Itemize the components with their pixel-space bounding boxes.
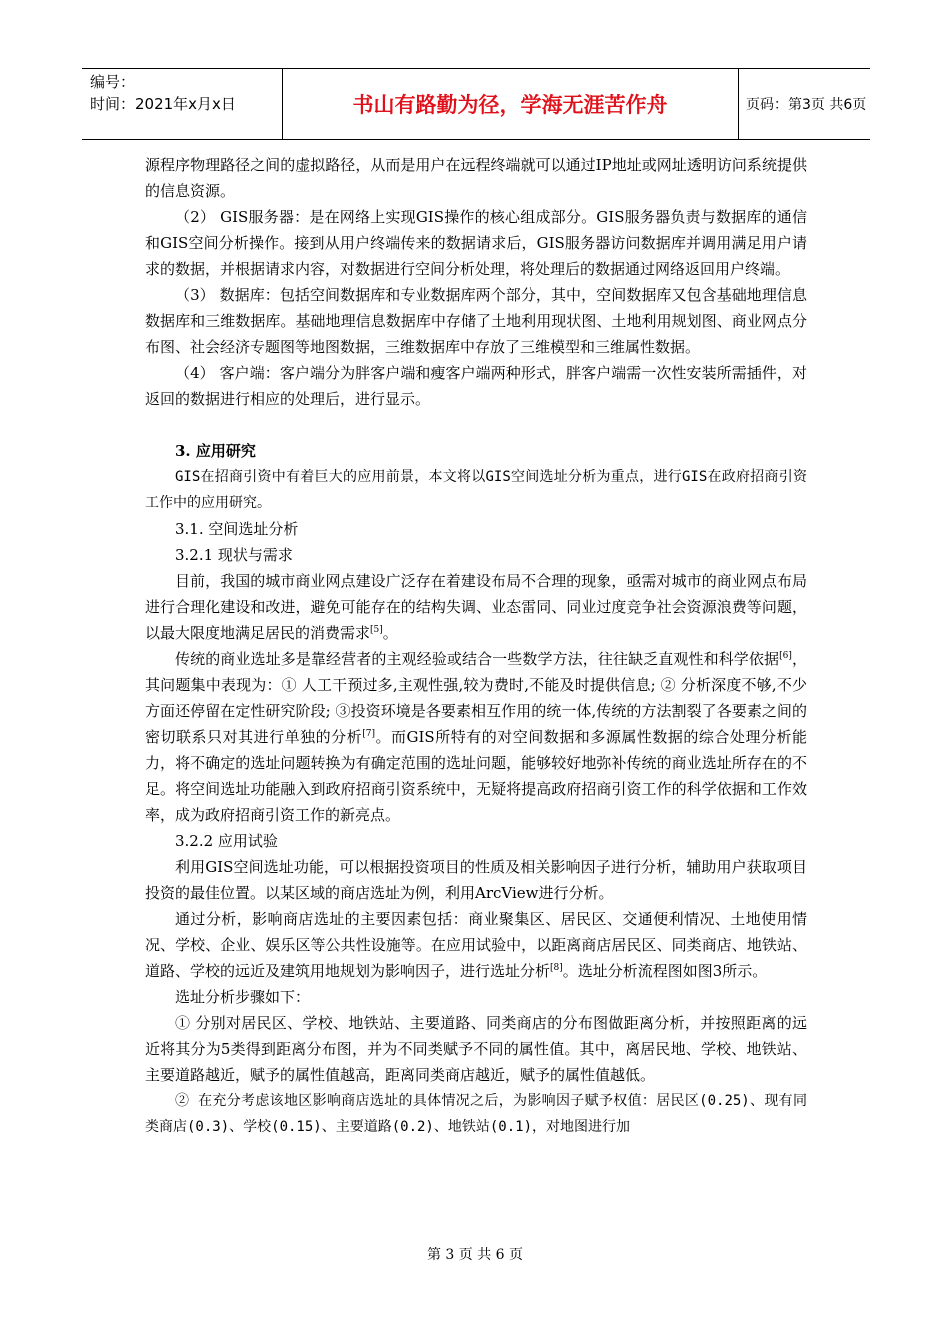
text-run: 。 [382,624,398,642]
paragraph-factors [145,906,807,984]
paragraph-status [145,568,807,646]
document-body [145,152,807,1140]
citation: [7] [362,729,375,739]
paragraph-traditional [145,646,807,828]
paragraph: 源程序物理路径之间的虚拟路径，从而是用户在远程终端就可以通过IP地址或网址透明访问系统提供的信息资源。 [145,156,807,200]
text-run: 。而GIS所特有的对空间数据和多源属性数据的综合处理分析能力，将不确定的选址问题转换为有确定范围的选址问题，能够较好地弥补传统的商业选址所存在的不足。将空间选址功能融入到政府招商引资系统中，无疑将提高政府招商引资工作的科学依据和工作效率，成为政府招商引资工作的新亮点。 [145,728,807,824]
subsection-heading: 3.2.2 应用试验 [175,832,278,850]
subsection-heading: 3.2.1 现状与需求 [175,546,293,564]
page-footer: 第 3 页 共 6 页 [426,1247,524,1263]
time-label: 时间：2021年x月x日 [90,95,236,113]
header-meta [82,69,283,139]
text-run: 通过分析，影响商店选址的主要因素包括：商业聚集区、居民区、交通便利情况、土地使用情况、学校、企业、娱乐区等公共性设施等。在应用试验中，以距离商店居民区、同类商店、地铁站、道路、学校的远近及建筑用地规划为影响因子，进行选址分析 [145,910,807,980]
header-page-info: 页码：第3页 共6页 [746,97,867,113]
text-run: 目前，我国的城市商业网点建设广泛存在着建设布局不合理的现象，亟需对城市的商业网点布局进行合理化建设和改进，避免可能存在的结构失调、业态雷同、同业过度竞争社会资源浪费等问题，以最大限度地满足居民的消费需求 [145,572,807,642]
citation: [8] [550,963,563,973]
header-motto-cell [282,69,739,139]
text-run: 。选址分析流程图如图3所示。 [562,962,768,980]
paragraph-intro: GIS在招商引资中有着巨大的应用前景，本文将以GIS空间选址分析为重点，进行GIS在政府招商引资工作中的应用研究。 [145,469,807,511]
citation: [6] [779,651,792,661]
number-label: 编号： [90,73,136,91]
section-heading: 3. 应用研究 [175,442,256,460]
paragraph-database: （3） 数据库：包括空间数据库和专业数据库两个部分，其中，空间数据库又包含基础地理信息数据库和三维数据库。基础地理信息数据库中存储了土地利用现状图、土地利用规划图、商业网点分布图、社会经济专题图等地图数据，三维数据库中存放了三维模型和三维属性数据。 [145,286,807,356]
paragraph-step-2: ② 在充分考虑该地区影响商店选址的具体情况之后，为影响因子赋予权值：居民区(0.25)、现有同类商店(0.3)、学校(0.15)、主要道路(0.2)、地铁站(0.1)，对地图进行加 [145,1093,807,1135]
header-motto: 书山有路勤为径，学海无涯苦作舟 [352,93,668,117]
citation: [5] [370,625,383,635]
text-run: ，其问题集中表现为：① 人工干预过多,主观性强,较为费时,不能及时提供信息; ② 分析深度不够,不少方面还停留在定性研究阶段; ③投资环境是各要素相互作用的统一体,传统的方法割裂了各要素之间的密切联系只对其进行单独的分析 [145,650,807,746]
paragraph-gis-server: （2） GIS服务器：是在网络上实现GIS操作的核心组成部分。GIS服务器负责与数据库的通信和GIS空间分析操作。接到从用户终端传来的数据请求后，GIS服务器访问数据库并调用满足用户请求的数据，并根据请求内容，对数据进行空间分析处理，将处理后的数据通过网络返回用户终端。 [145,208,807,278]
page-header [82,68,870,140]
paragraph-client: （4） 客户端：客户端分为胖客户端和瘦客户端两种形式，胖客户端需一次性安装所需插件，对返回的数据进行相应的处理后，进行显示。 [145,364,807,408]
paragraph-step-1: ① 分别对居民区、学校、地铁站、主要道路、同类商店的分布图做距离分析，并按照距离的远近将其分为5类得到距离分布图，并为不同类赋予不同的属性值。其中，离居民地、学校、地铁站、主要道路越近，赋予的属性值越高，距离同类商店越近，赋予的属性值越低。 [145,1014,807,1084]
paragraph-steps-intro: 选址分析步骤如下： [175,988,311,1006]
text-run: 传统的商业选址多是靠经营者的主观经验或结合一些数学方法，往往缺乏直观性和科学依据 [175,650,780,668]
subsection-heading: 3.1. 空间选址分析 [175,520,299,538]
paragraph-application: 利用GIS空间选址功能，可以根据投资项目的性质及相关影响因子进行分析，辅助用户获取项目投资的最佳位置。以某区域的商店选址为例，利用ArcView进行分析。 [145,858,807,902]
